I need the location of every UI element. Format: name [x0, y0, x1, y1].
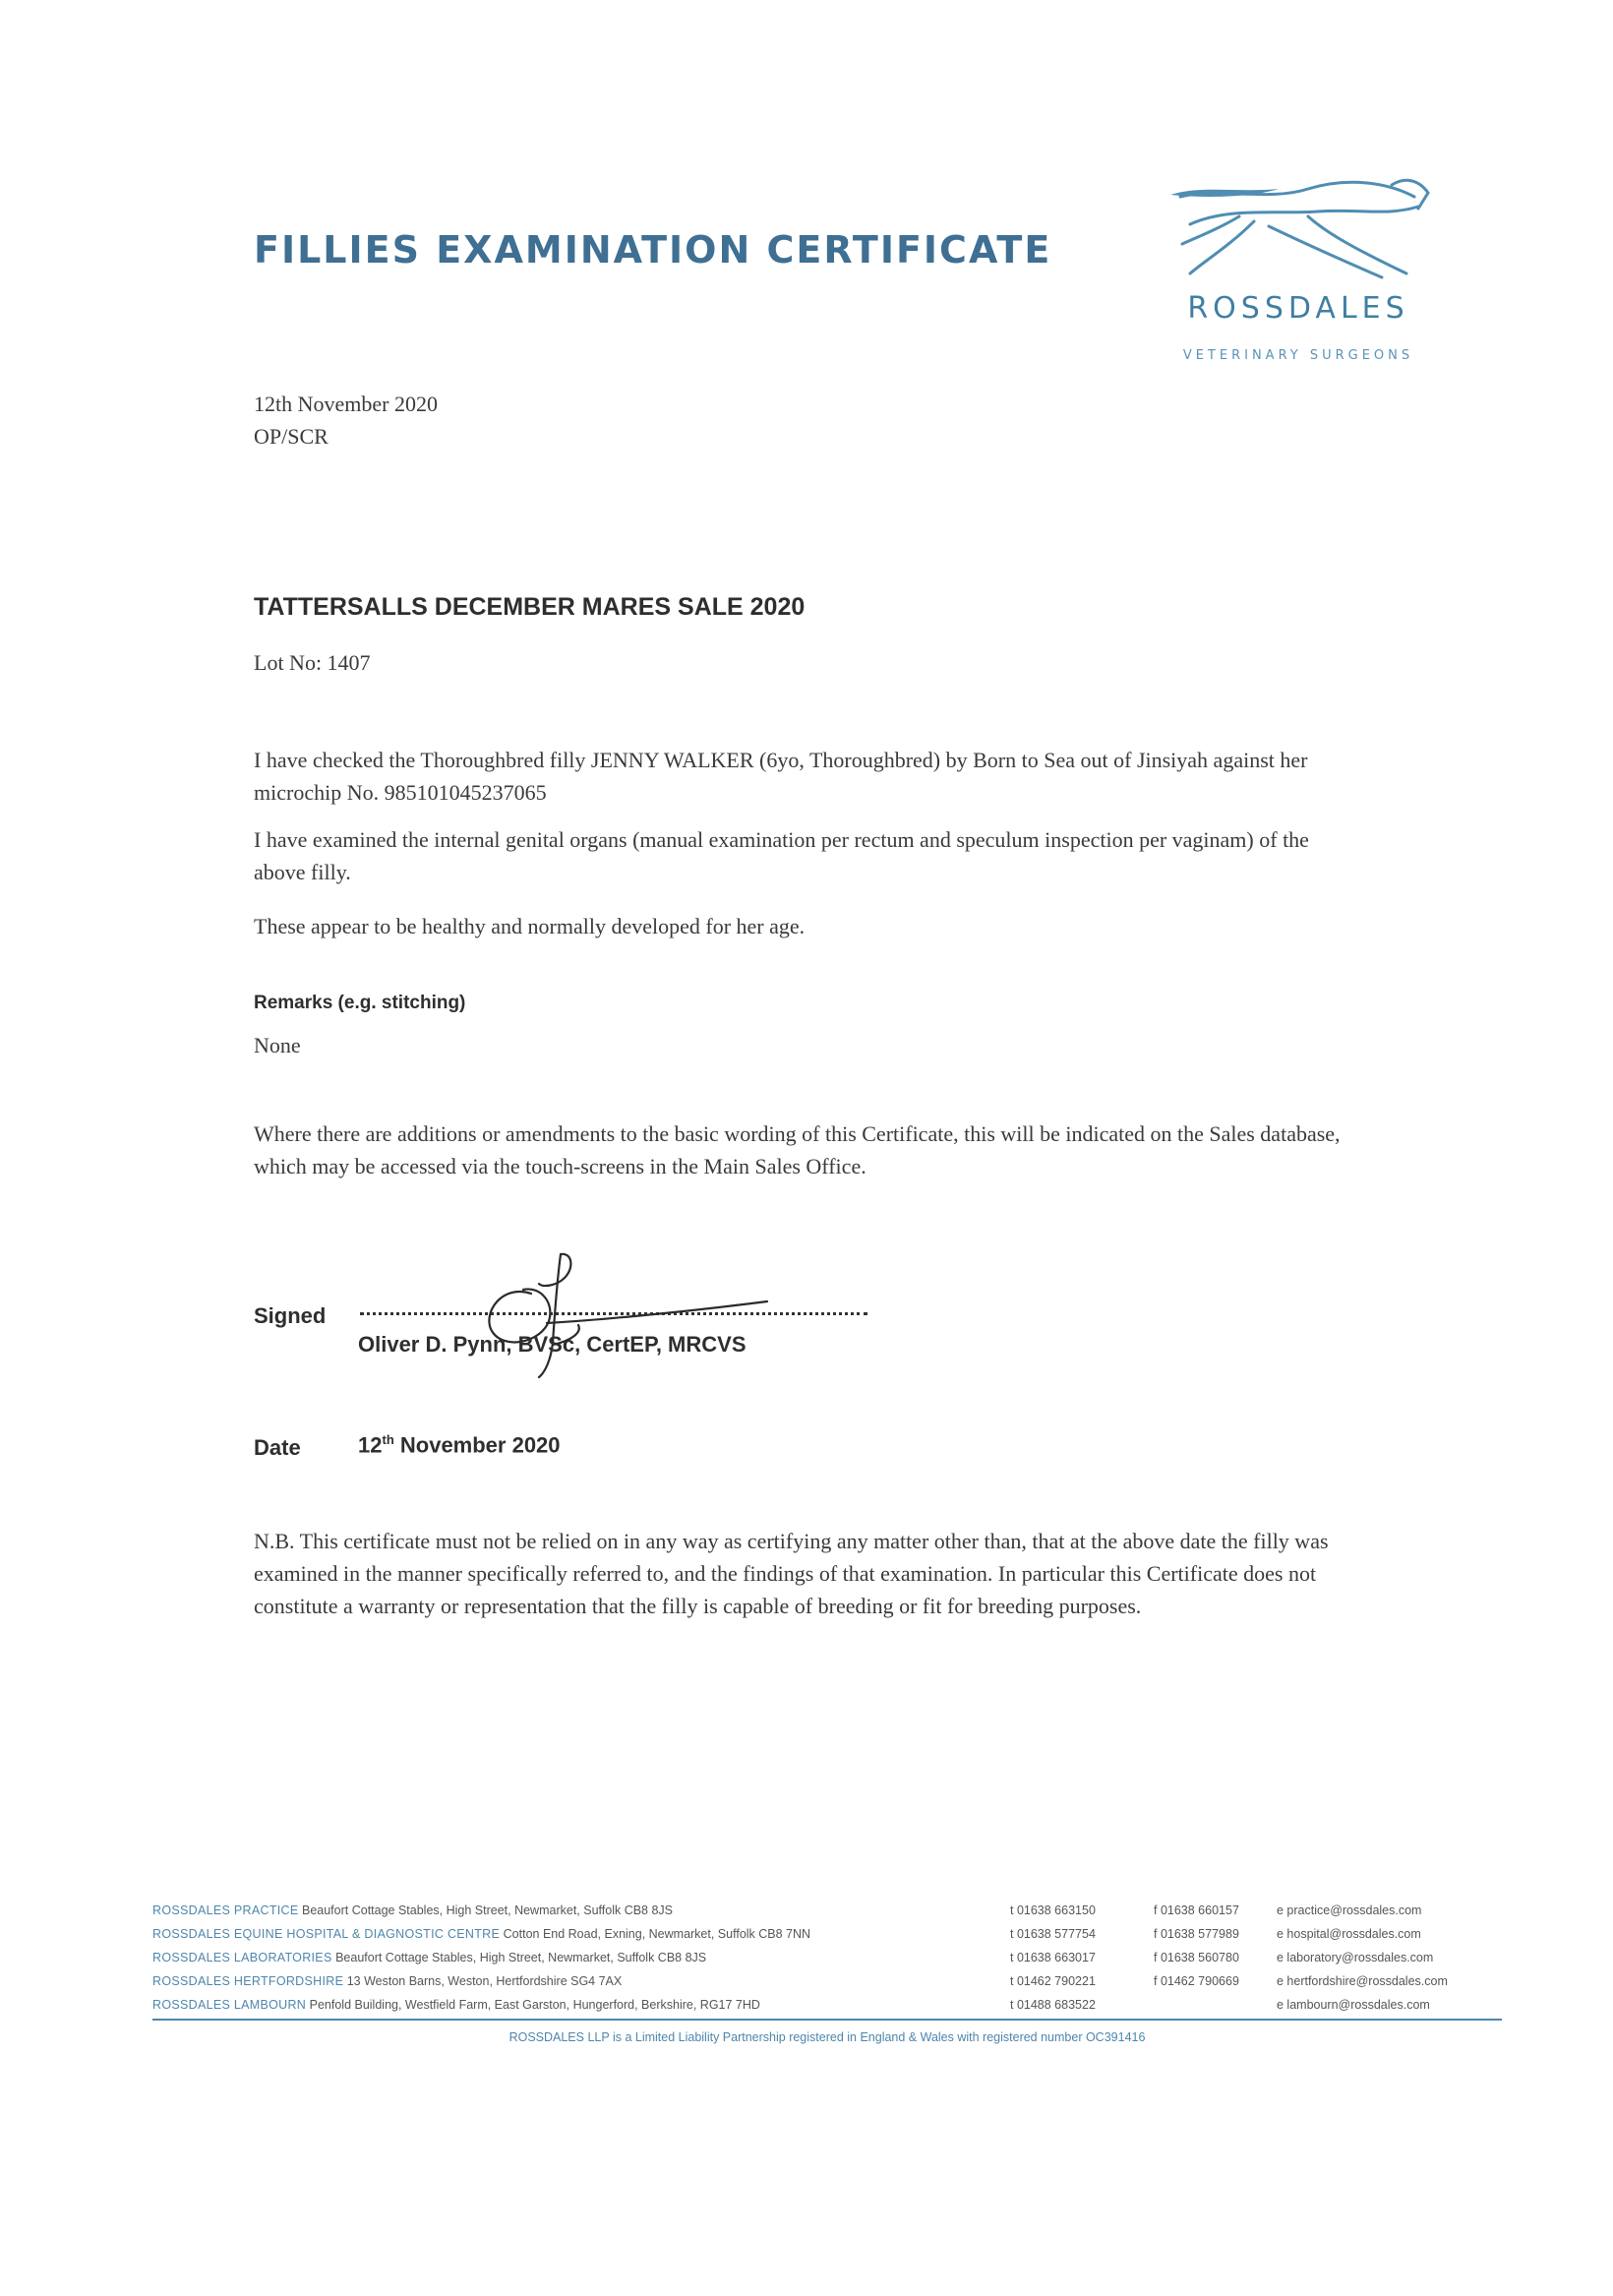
horse-logo-icon [1161, 167, 1436, 369]
lot-number: Lot No: 1407 [254, 650, 371, 675]
footer-address: Beaufort Cottage Stables, High Street, Newmarket, Suffolk CB8 8JS [301, 1903, 674, 1917]
date-value [358, 1432, 561, 1458]
date-day: 12 [358, 1432, 383, 1458]
footer-fax: f 01638 577989 [1154, 1927, 1239, 1941]
footer-practice-name: ROSSDALES LAMBOURN [152, 1998, 307, 2012]
footer-email[interactable]: e hertfordshire@rossdales.com [1277, 1974, 1448, 1988]
nb-disclaimer: N.B. This certificate must not be relied on in any way as certifying any matter other than, that at the above date the filly was examined in the manner specifically referred to, and the findings of that examination. In particular this Certificate does not constitute a warranty or representation that the filly is capable of breeding or fit for breeding purposes. [254, 1529, 1329, 1618]
footer-row [152, 1969, 1510, 1993]
signer-name: Oliver D. Pynn, BVSc, CertEP, MRCVS [358, 1332, 747, 1357]
remarks-value: None [254, 1033, 301, 1057]
signature-icon [462, 1244, 777, 1382]
footer-address: 13 Weston Barns, Weston, Hertfordshire SG4 7AX [346, 1974, 623, 1988]
footer-fax: f 01638 560780 [1154, 1951, 1239, 1964]
footer-contacts [152, 1899, 1510, 2017]
body-paragraph-1: I have checked the Thoroughbred filly JENNY WALKER (6yo, Thoroughbred) by Born to Sea out of Jinsiyah against her microchip No. 985101045237065 [254, 748, 1308, 805]
footer-practice-name: ROSSDALES PRACTICE [152, 1903, 299, 1917]
footer-email[interactable]: e laboratory@rossdales.com [1277, 1951, 1434, 1964]
reference-date: 12th November 2020 [254, 392, 438, 416]
footer-row [152, 1899, 1510, 1922]
date-label: Date [254, 1435, 301, 1460]
footer-address: Beaufort Cottage Stables, High Street, Newmarket, Suffolk CB8 8JS [335, 1951, 707, 1964]
footer-tel: t 01638 577754 [1010, 1927, 1096, 1941]
footer-tel: t 01488 683522 [1010, 1998, 1096, 2012]
footer-address: Penfold Building, Westfield Farm, East Garston, Hungerford, Berkshire, RG17 7HD [309, 1998, 760, 2012]
footer-row [152, 1993, 1510, 2017]
footer-tel: t 01462 790221 [1010, 1974, 1096, 1988]
brand-name: ROSSDALES [1187, 291, 1409, 326]
date-suffix: th [382, 1432, 394, 1447]
footer-divider [152, 2019, 1502, 2021]
certificate-title: FILLIES EXAMINATION CERTIFICATE [254, 228, 1052, 272]
footer-row [152, 1922, 1510, 1946]
body-paragraph-2: I have examined the internal genital organs (manual examination per rectum and speculum inspection per vaginam) of the above filly. [254, 827, 1309, 884]
remarks-label: Remarks (e.g. stitching) [254, 993, 466, 1013]
footer-practice-name: ROSSDALES EQUINE HOSPITAL & DIAGNOSTIC CENTRE [152, 1927, 501, 1941]
signed-label: Signed [254, 1303, 327, 1328]
footer-fax: f 01462 790669 [1154, 1974, 1239, 1988]
body-paragraph-3: These appear to be healthy and normally developed for her age. [254, 914, 806, 938]
footer-email[interactable]: e lambourn@rossdales.com [1277, 1998, 1430, 2012]
amendments-note: Where there are additions or amendments to the basic wording of this Certificate, this will be indicated on the Sales database, which may be accessed via the touch-screens in the Main Sales Office. [254, 1121, 1341, 1178]
footer-fax: f 01638 660157 [1154, 1903, 1239, 1917]
footer-row [152, 1946, 1510, 1969]
llp-statement [152, 2030, 1502, 2044]
llp-text: is a Limited Liability Partnership registered in England & Wales with registered number OC391416 [609, 2030, 1146, 2044]
footer-address: Cotton End Road, Exning, Newmarket, Suffolk CB8 7NN [503, 1927, 811, 1941]
brand-subtitle: VETERINARY SURGEONS [1182, 348, 1414, 363]
footer-email[interactable]: e hospital@rossdales.com [1277, 1927, 1421, 1941]
footer-tel: t 01638 663017 [1010, 1951, 1096, 1964]
footer-practice-name: ROSSDALES LABORATORIES [152, 1951, 332, 1964]
footer-tel: t 01638 663150 [1010, 1903, 1096, 1917]
date-rest: November 2020 [393, 1432, 561, 1458]
llp-name: ROSSDALES LLP [508, 2030, 610, 2044]
footer-practice-name: ROSSDALES HERTFORDSHIRE [152, 1974, 344, 1988]
sale-title: TATTERSALLS DECEMBER MARES SALE 2020 [254, 593, 806, 621]
footer-email[interactable]: e practice@rossdales.com [1277, 1903, 1422, 1917]
reference-block [254, 388, 438, 453]
reference-code: OP/SCR [254, 424, 329, 449]
